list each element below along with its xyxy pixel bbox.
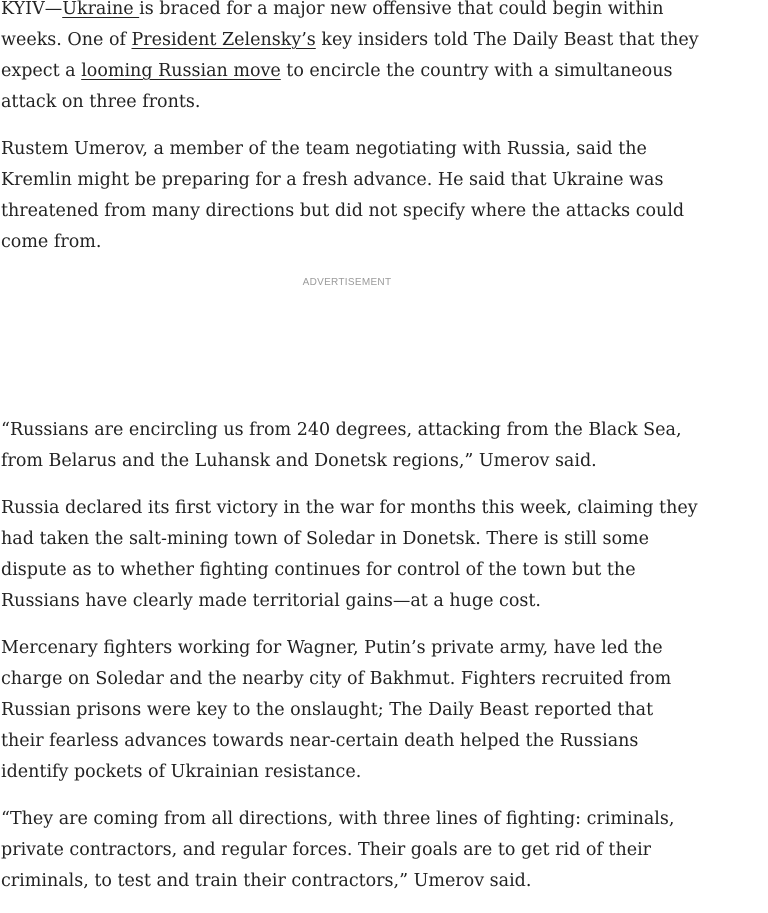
dateline: KYIV— bbox=[1, 0, 63, 19]
paragraph-umerov-intro: Rustem Umerov, a member of the team negotiating with Russia, said the Kremlin might be preparing for a fresh advance. He said that Ukraine was threatened from many directions but did not specify where the attacks could come from. bbox=[1, 139, 685, 252]
article-body bbox=[1, 0, 701, 913]
paragraph-text: is braced for a major new offensive that could begin within weeks. One of bbox=[1, 0, 664, 50]
advertisement-label: ADVERTISEMENT bbox=[302, 277, 392, 288]
paragraph-quote-directions: “They are coming from all directions, with three lines of fighting: criminals, private contractors, and regular forces. Their goals are to get rid of their criminals, to test and train their contractors,” Umerov said. bbox=[1, 809, 675, 891]
link-looming-russian-move[interactable]: looming Russian move bbox=[81, 61, 281, 81]
paragraph-text: to encircle the country with a simultaneous attack on three fronts. bbox=[1, 61, 673, 112]
paragraph-text: key insiders told The Daily Beast that they expect a bbox=[1, 30, 699, 81]
paragraph-soledar: Russia declared its first victory in the war for months this week, claiming they had taken the salt-mining town of Soledar in Donetsk. There is still some dispute as to whether fighting continues for control of the town but the Russians have clearly made territorial gains—at a huge cost. bbox=[1, 498, 698, 611]
paragraph-wagner: Mercenary fighters working for Wagner, Putin’s private army, have led the charge on Soledar and the nearby city of Bakhmut. Fighters recruited from Russian prisons were key to the onslaught; The Daily Beast reported that their fearless advances towards near-certain death helped the Russians identify pockets of Ukrainian resistance. bbox=[1, 638, 672, 782]
paragraph-quote-encircling: “Russians are encircling us from 240 degrees, attacking from the Black Sea, from Belarus and the Luhansk and Donetsk regions,” Umerov said. bbox=[1, 420, 682, 471]
link-ukraine[interactable]: Ukraine bbox=[62, 0, 140, 19]
paragraph-intro bbox=[1, 0, 701, 118]
link-president-zelensky[interactable]: President Zelensky’s bbox=[131, 30, 316, 50]
advertisement-slot bbox=[1, 274, 701, 399]
